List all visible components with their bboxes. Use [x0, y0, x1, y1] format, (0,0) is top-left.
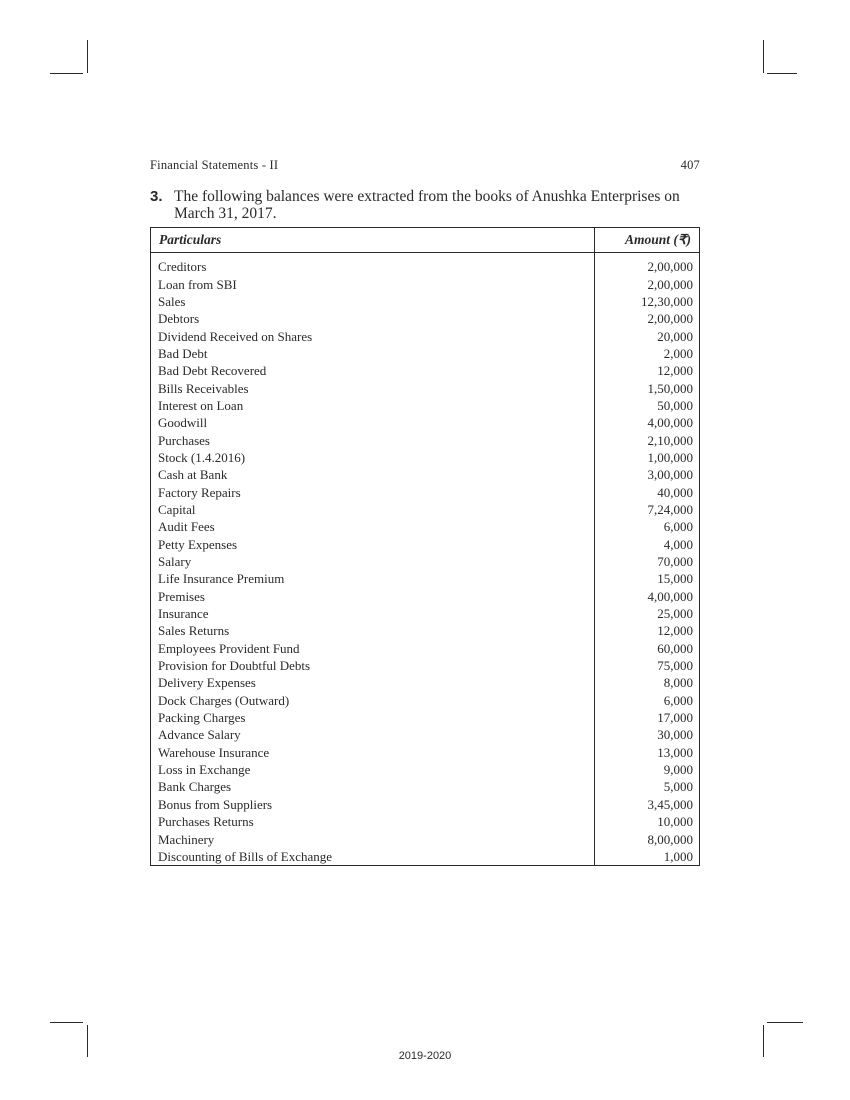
- particular-cell: Stock (1.4.2016): [151, 449, 595, 466]
- amount-cell: 12,000: [595, 362, 700, 379]
- amount-cell: 2,000: [595, 345, 700, 362]
- table-row: [151, 744, 700, 761]
- amount-cell: 3,45,000: [595, 796, 700, 813]
- amount-cell: 9,000: [595, 761, 700, 778]
- particular-cell: Packing Charges: [151, 709, 595, 726]
- table-row: [151, 796, 700, 813]
- amount-cell: 70,000: [595, 553, 700, 570]
- amount-cell: 1,000: [595, 848, 700, 866]
- table-row: [151, 588, 700, 605]
- particular-cell: Audit Fees: [151, 518, 595, 535]
- question-text: The following balances were extracted from the books of Anushka Enterprises on March 31, 2017.: [174, 188, 680, 222]
- table-row: [151, 622, 700, 639]
- table-row: [151, 536, 700, 553]
- table-body: [151, 253, 700, 866]
- amount-cell: 50,000: [595, 397, 700, 414]
- question: [150, 188, 702, 222]
- particular-cell: Creditors: [151, 258, 595, 275]
- amount-cell: 17,000: [595, 709, 700, 726]
- amount-cell: 60,000: [595, 640, 700, 657]
- table-row: [151, 310, 700, 327]
- amount-cell: 7,24,000: [595, 501, 700, 518]
- amount-cell: 13,000: [595, 744, 700, 761]
- table-row: [151, 258, 700, 275]
- amount-cell: 40,000: [595, 483, 700, 500]
- particular-cell: Discounting of Bills of Exchange: [151, 848, 595, 866]
- table-row: [151, 275, 700, 292]
- table-row: [151, 553, 700, 570]
- particular-cell: Interest on Loan: [151, 397, 595, 414]
- particular-cell: Warehouse Insurance: [151, 744, 595, 761]
- table-row: [151, 709, 700, 726]
- table-row: [151, 379, 700, 396]
- particular-cell: Provision for Doubtful Debts: [151, 657, 595, 674]
- table-row: [151, 830, 700, 847]
- particular-cell: Salary: [151, 553, 595, 570]
- table-row: [151, 327, 700, 344]
- particular-cell: Capital: [151, 501, 595, 518]
- amount-cell: 3,00,000: [595, 466, 700, 483]
- table-row: [151, 431, 700, 448]
- amount-cell: 15,000: [595, 570, 700, 587]
- amount-cell: 8,000: [595, 674, 700, 691]
- amount-cell: 4,000: [595, 536, 700, 553]
- particular-cell: Sales: [151, 293, 595, 310]
- table-row: [151, 483, 700, 500]
- table-row: [151, 761, 700, 778]
- amount-cell: 30,000: [595, 726, 700, 743]
- table-row: [151, 449, 700, 466]
- amount-cell: 2,00,000: [595, 258, 700, 275]
- particular-cell: Petty Expenses: [151, 536, 595, 553]
- amount-cell: 25,000: [595, 605, 700, 622]
- particular-cell: Employees Provident Fund: [151, 640, 595, 657]
- particular-cell: Machinery: [151, 830, 595, 847]
- table-row: [151, 501, 700, 518]
- amount-cell: 5,000: [595, 778, 700, 795]
- table-row: [151, 414, 700, 431]
- crop-mark-top-right-h: [767, 73, 797, 74]
- amount-header: Amount (₹): [595, 228, 700, 253]
- crop-mark-top-right-v: [763, 40, 764, 73]
- amount-cell: 1,00,000: [595, 449, 700, 466]
- table-row: [151, 293, 700, 310]
- amount-cell: 2,00,000: [595, 275, 700, 292]
- table-row: [151, 692, 700, 709]
- table-row: [151, 674, 700, 691]
- table-row: [151, 397, 700, 414]
- crop-mark-top-left-h: [50, 73, 83, 74]
- particular-cell: Delivery Expenses: [151, 674, 595, 691]
- table-row: [151, 778, 700, 795]
- crop-mark-bottom-right-h: [767, 1022, 803, 1023]
- table-row: [151, 345, 700, 362]
- particular-cell: Goodwill: [151, 414, 595, 431]
- crop-mark-bottom-left-h: [50, 1022, 83, 1023]
- particular-cell: Life Insurance Premium: [151, 570, 595, 587]
- amount-cell: 20,000: [595, 327, 700, 344]
- particular-cell: Loss in Exchange: [151, 761, 595, 778]
- table-row: [151, 657, 700, 674]
- amount-cell: 4,00,000: [595, 588, 700, 605]
- particular-cell: Advance Salary: [151, 726, 595, 743]
- page-number: 407: [680, 158, 700, 172]
- amount-cell: 8,00,000: [595, 830, 700, 847]
- chapter-title: Financial Statements - II: [150, 158, 279, 172]
- particular-cell: Dock Charges (Outward): [151, 692, 595, 709]
- amount-cell: 1,50,000: [595, 379, 700, 396]
- particular-cell: Premises: [151, 588, 595, 605]
- particular-cell: Cash at Bank: [151, 466, 595, 483]
- amount-cell: 10,000: [595, 813, 700, 830]
- amount-cell: 2,10,000: [595, 431, 700, 448]
- table-row: [151, 605, 700, 622]
- amount-cell: 4,00,000: [595, 414, 700, 431]
- running-header: [150, 158, 700, 173]
- amount-cell: 6,000: [595, 692, 700, 709]
- amount-cell: 12,30,000: [595, 293, 700, 310]
- particular-cell: Bonus from Suppliers: [151, 796, 595, 813]
- amount-cell: 6,000: [595, 518, 700, 535]
- particular-cell: Purchases: [151, 431, 595, 448]
- amount-cell: 12,000: [595, 622, 700, 639]
- particular-cell: Insurance: [151, 605, 595, 622]
- particular-cell: Bad Debt: [151, 345, 595, 362]
- table-row: [151, 518, 700, 535]
- footer-year: 2019-2020: [398, 1050, 452, 1062]
- table-row: [151, 466, 700, 483]
- particular-cell: Bad Debt Recovered: [151, 362, 595, 379]
- table-row: [151, 640, 700, 657]
- table-row: [151, 726, 700, 743]
- table-row: [151, 848, 700, 866]
- particular-cell: Sales Returns: [151, 622, 595, 639]
- particular-cell: Factory Repairs: [151, 483, 595, 500]
- particular-cell: Dividend Received on Shares: [151, 327, 595, 344]
- particulars-header: Particulars: [151, 228, 595, 253]
- table-row: [151, 570, 700, 587]
- amount-cell: 2,00,000: [595, 310, 700, 327]
- particular-cell: Bank Charges: [151, 778, 595, 795]
- question-number: 3.: [150, 188, 163, 205]
- particular-cell: Purchases Returns: [151, 813, 595, 830]
- table-header-row: [151, 228, 700, 253]
- table-row: [151, 362, 700, 379]
- particular-cell: Bills Receivables: [151, 379, 595, 396]
- crop-mark-top-left-v: [87, 40, 88, 73]
- amount-cell: 75,000: [595, 657, 700, 674]
- particular-cell: Loan from SBI: [151, 275, 595, 292]
- balances-table: [150, 227, 700, 866]
- table-row: [151, 813, 700, 830]
- particular-cell: Debtors: [151, 310, 595, 327]
